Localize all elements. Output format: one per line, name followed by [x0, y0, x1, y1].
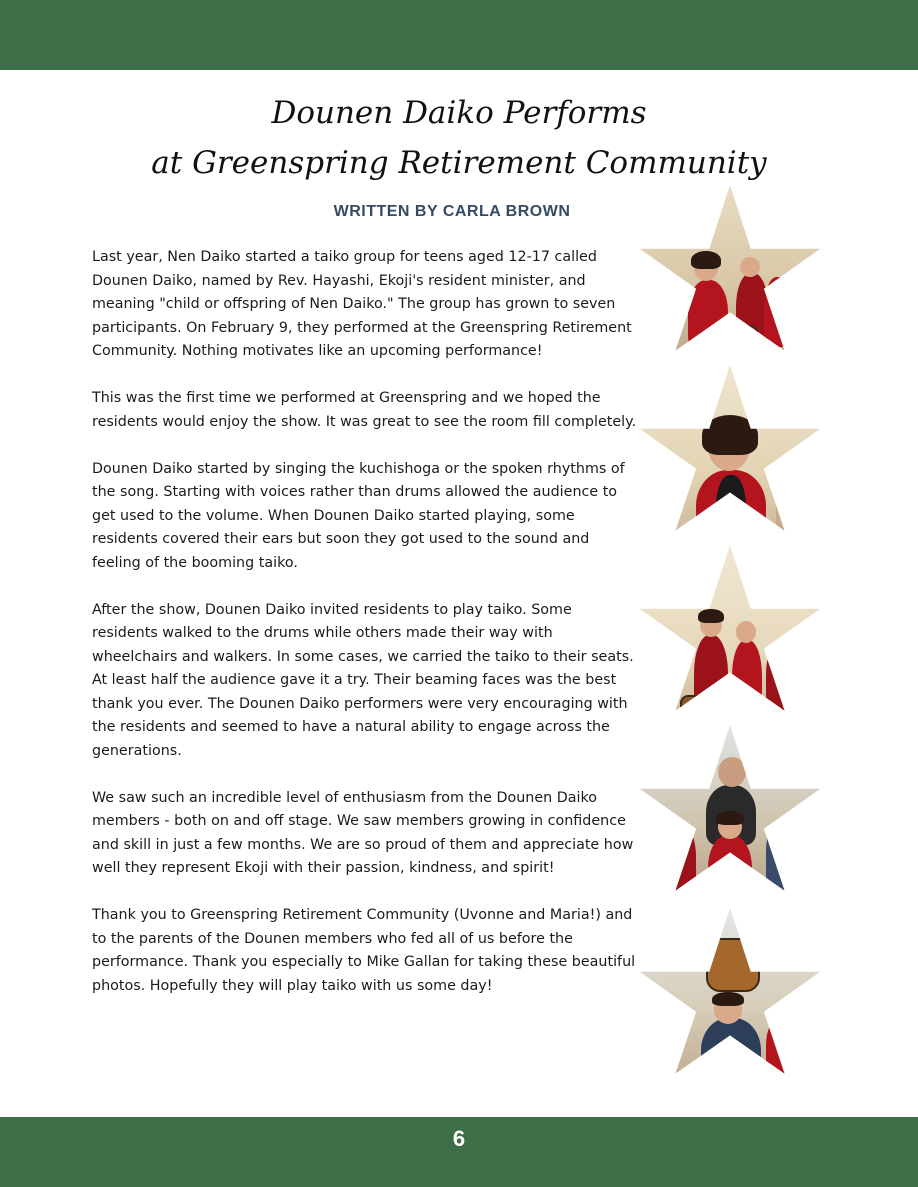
byline: WRITTEN BY CARLA BROWN	[333, 203, 571, 220]
paragraph-2: This was the first time we performed at Greenspring and we hoped the residents would enjoy the show. It was great to see the room fill completely.	[92, 390, 637, 430]
paragraph-6: Thank you to Greenspring Retirement Community (Uvonne and Maria!) and to the parents of the Dounen members who fed all of us before the performance. Thank you especially to Mike Gallan for taking these beautiful photos. Hopefully they will play taiko with us some day!	[92, 907, 636, 994]
star-photo-group	[636, 725, 824, 907]
title-line-1: Dounen Daiko Performs	[271, 95, 647, 131]
page-number: 6	[452, 1126, 466, 1151]
paragraph-4: After the show, Dounen Daiko invited residents to play taiko. Some residents walked to the drums while others made their way with wheelchairs and walkers. In some cases, we carried the taiko to their seats. At least half the audience gave it a try. Their beaming faces was the best thank you ever. The Dounen Daiko performers were very encouraging with the residents and seemed to have a natural ability to engage across the generations.	[92, 601, 634, 759]
article-title	[80, 88, 838, 188]
paragraph-5: We saw such an incredible level of enthusiasm from the Dounen Daiko members - both on and off stage. We saw members growing in confidence and skill in just a few months. We are so proud of them and appreciate how well they represent Ekoji with their passion, kindness, and spirit!	[92, 789, 634, 876]
header-band	[0, 0, 918, 70]
star-photo-smiling-drummer	[636, 365, 824, 547]
paragraph-1: Last year, Nen Daiko started a taiko group for teens aged 12-17 called Dounen Daiko, named by Rev. Hayashi, Ekoji's resident minister, and meaning "child or offspring of Nen Daiko." The group has grown to seven participants. On February 9, they performed at the Greenspring Retirement Community. Nothing motivates like an upcoming performance!	[92, 249, 632, 359]
title-line-2: at Greenspring Retirement Community	[151, 145, 767, 181]
article-body	[92, 246, 637, 1022]
paragraph-3: Dounen Daiko started by singing the kuchishoga or the spoken rhythms of the song. Starting with voices rather than drums allowed the audience to get used to the volume. When Dounen Daiko started playing, some residents covered their ears but soon they got used to the sound and feeling of the booming taiko.	[92, 460, 625, 571]
star-photo-lifted-drum	[636, 908, 824, 1090]
star-photo-drummer-line	[636, 545, 824, 727]
